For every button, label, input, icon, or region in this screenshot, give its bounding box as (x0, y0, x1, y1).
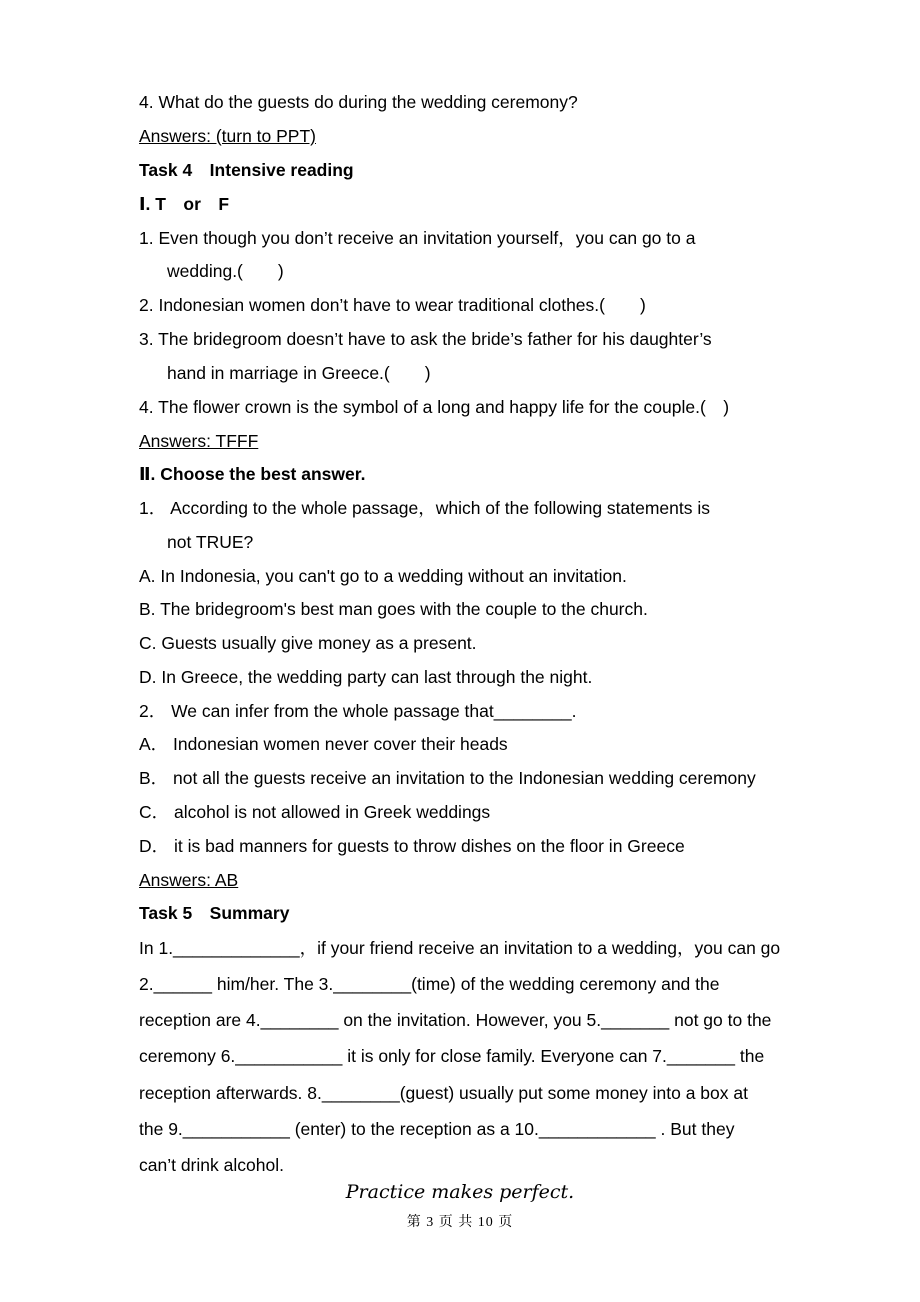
summary-line-5: reception afterwards. 8.________(guest) usually put some money into a box at (139, 1083, 748, 1103)
summary-line-4: ceremony 6.___________ it is only for close family. Everyone can 7._______ the (139, 1046, 765, 1066)
tf-item-4: 4. The flower crown is the symbol of a long and happy life for the couple.( ) (139, 397, 730, 417)
tf-item-3: 3. The bridegroom doesn’t have to ask the bride’s father for his daughter’s (139, 329, 712, 349)
question-4: 4. What do the guests do during the wedding ceremony? (139, 92, 578, 112)
task4-heading: Task 4 Intensive reading (139, 160, 354, 180)
answer-tf: Answers: TFFF (139, 431, 259, 451)
tf-item-3-cont: hand in marriage in Greece.( ) (167, 363, 431, 383)
task5-heading: Task 5 Summary (139, 903, 290, 923)
tf-item-2: 2. Indonesian women don’t have to wear traditional clothes.( ) (139, 295, 646, 315)
mc2-option-c: C． alcohol is not allowed in Greek weddings (139, 802, 491, 822)
mc-question-1: 1． According to the whole passage，which of the following statements is (139, 498, 711, 518)
tf-item-1-cont: wedding.( ) (167, 261, 284, 281)
mc-question-1-cont: not TRUE? (167, 532, 254, 552)
summary-line-1: In 1._____________，if your friend receive an invitation to a wedding，you can go (139, 938, 781, 958)
footer-motto: Practice makes perfect. (345, 1181, 575, 1203)
summary-line-2: 2.______ him/her. The 3.________(time) of the wedding ceremony and the (139, 974, 720, 994)
summary-line-7: can’t drink alcohol. (139, 1155, 284, 1175)
choose-heading: Ⅱ. Choose the best answer. (139, 464, 366, 484)
page-number: 第 3 页 共 10 页 (406, 1215, 514, 1230)
mc2-option-a: A． Indonesian women never cover their heads (139, 734, 508, 754)
true-false-heading: Ⅰ. T or F (139, 194, 230, 214)
mc1-option-c: C. Guests usually give money as a present. (139, 633, 477, 653)
tf-item-1: 1. Even though you don’t receive an invitation yourself，you can go to a (139, 228, 696, 248)
mc1-option-a: A. In Indonesia, you can't go to a wedding without an invitation. (139, 566, 627, 586)
mc1-option-b: B. The bridegroom's best man goes with the couple to the church. (139, 599, 648, 619)
mc-question-2: 2． We can infer from the whole passage that________. (139, 701, 577, 721)
mc2-option-b: B． not all the guests receive an invitation to the Indonesian wedding ceremony (139, 768, 756, 788)
answer-mc: Answers: AB (139, 870, 239, 890)
mc2-option-d: D． it is bad manners for guests to throw dishes on the floor in Greece (139, 836, 685, 856)
summary-line-6: the 9.___________ (enter) to the reception as a 10.____________ . But they (139, 1119, 735, 1139)
summary-line-3: reception are 4.________ on the invitation. However, you 5._______ not go to the (139, 1010, 772, 1030)
mc1-option-d: D. In Greece, the wedding party can last through the night. (139, 667, 593, 687)
answer-link-ppt: Answers: (turn to PPT) (139, 126, 316, 146)
